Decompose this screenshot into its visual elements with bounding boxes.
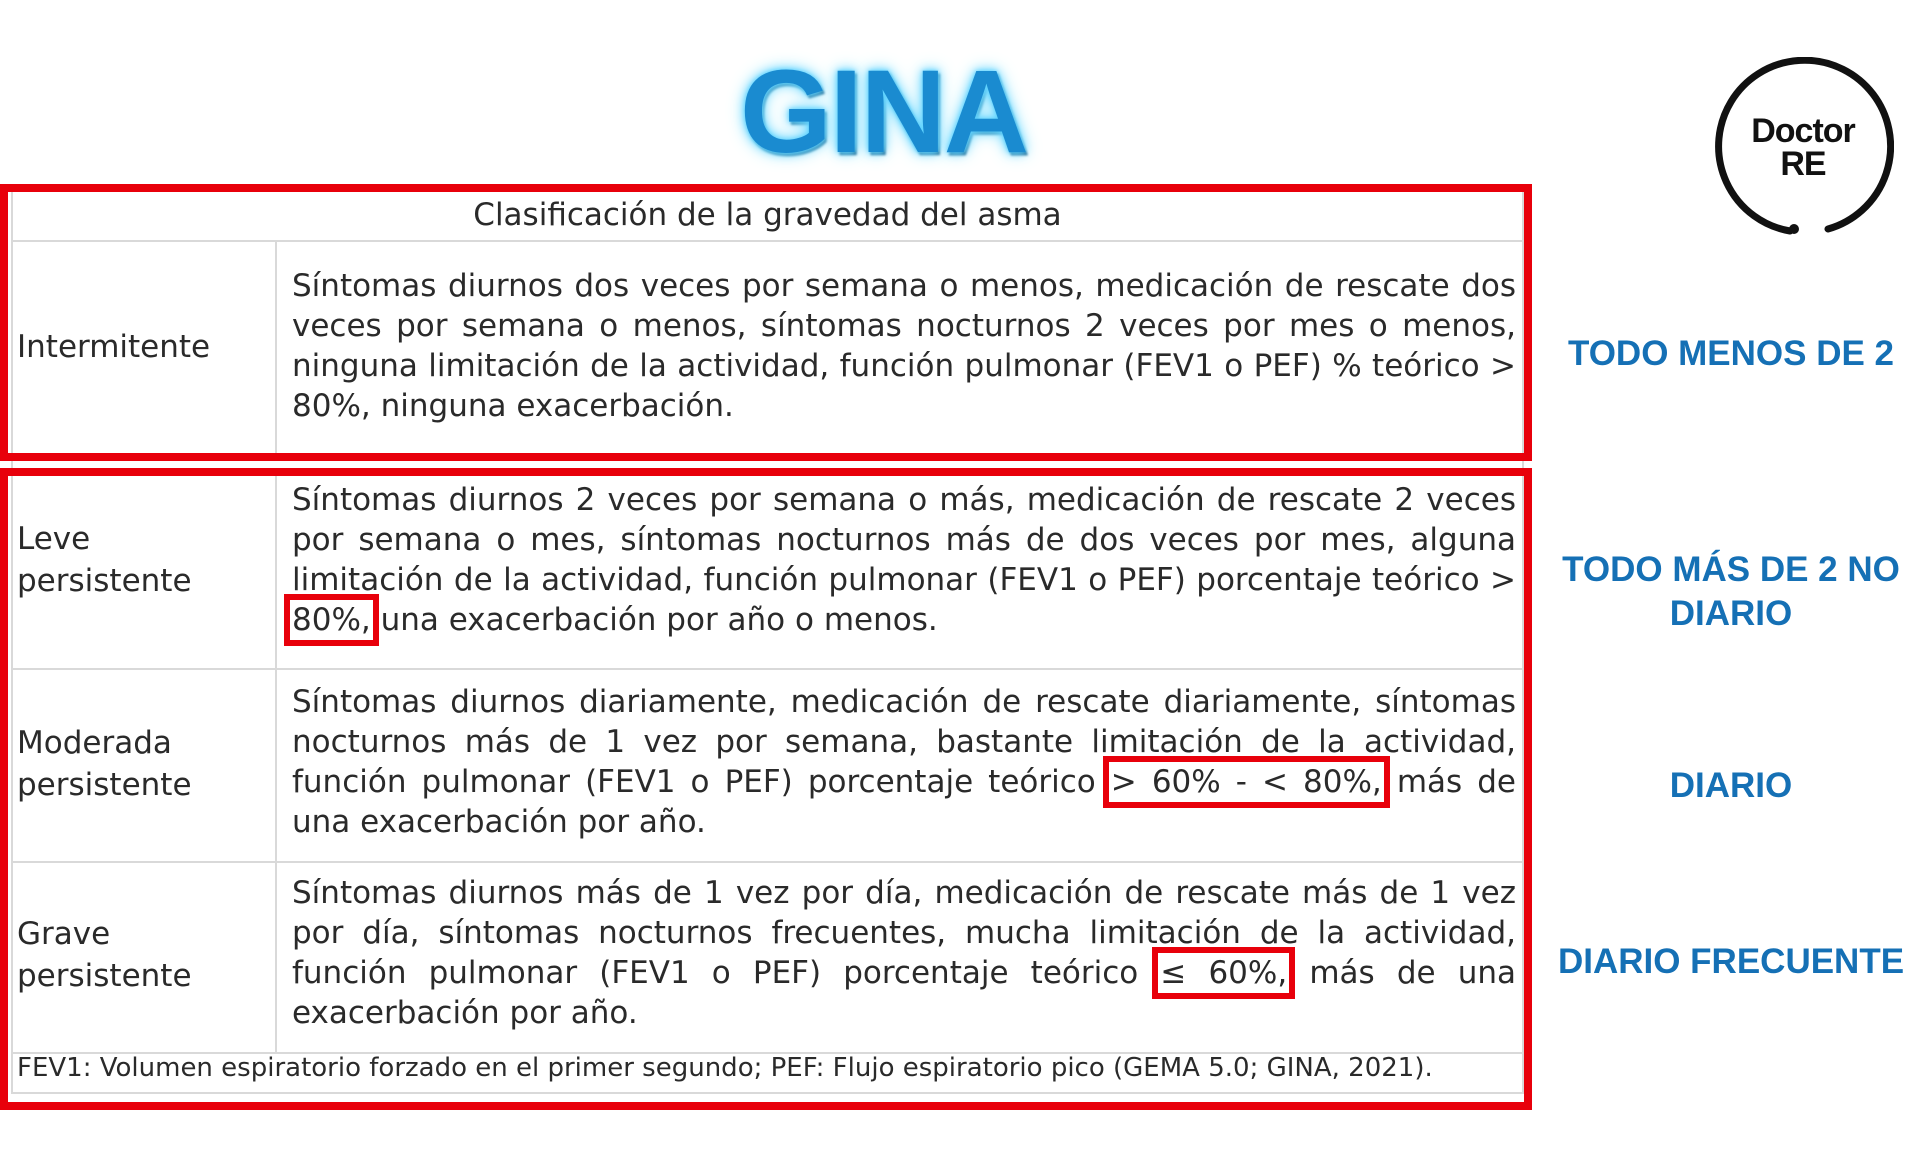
highlighted-value: > 60% - < 80%,	[1110, 764, 1382, 800]
row-label-grave: Grave persistente	[17, 916, 192, 994]
annotation-todo-mas-de-2: TODO MÁS DE 2 NO DIARIO	[1562, 550, 1900, 633]
row-label-moderada: Moderada persistente	[17, 725, 192, 803]
table-footnote: FEV1: Volumen espiratorio forzado en el primer segundo; PEF: Flujo espiratorio pico (GEMA 5.0; GINA, 2021).	[17, 1053, 1433, 1083]
description-text: más de una exacerbación por año.	[292, 955, 1516, 1031]
annotation-diario: DIARIO	[1669, 766, 1793, 805]
row-description-intermitente: Síntomas diurnos dos veces por semana o menos, medicación de rescate dos veces por semana o menos, síntomas nocturnos 2 veces por mes o menos, ninguna limitación de la actividad, función pulmonar (FEV1 o PEF) % teórico > 80%, ninguna exacerbación.	[292, 268, 1516, 424]
group-box-intermitente	[0, 184, 1532, 461]
description-text: más de una exacerbación por año.	[292, 764, 1516, 840]
row-label-leve: Leve persistente	[17, 521, 192, 599]
description-text: Síntomas diurnos más de 1 vez por día, medicación de rescate más de 1 vez por día, síntomas nocturnos frecuentes, mucha limitación de la actividad, función pulmonar (FEV1 o PEF) porcentaje teórico	[292, 875, 1516, 991]
highlighted-value: ≤ 60%,	[1160, 955, 1288, 991]
group-box-persistente	[0, 468, 1532, 1110]
table-caption: Clasificación de la gravedad del asma	[473, 197, 1062, 233]
annotation-todo-menos-de-2: TODO MENOS DE 2	[1567, 334, 1895, 373]
description-text: una exacerbación por año o menos.	[370, 602, 938, 638]
logo	[1712, 112, 1894, 183]
highlighted-value: 80%,	[292, 602, 371, 638]
description-text: Síntomas diurnos 2 veces por semana o más, medicación de rescate 2 veces por semana o mes, síntomas nocturnos más de dos veces por mes, alguna limitación de la actividad, función pulmonar (FEV1 o PEF) porcentaje teórico >	[292, 482, 1516, 598]
page-title: GINA	[740, 46, 1027, 178]
logo-text-line2: RE	[1780, 145, 1826, 183]
description-text: Síntomas diurnos diariamente, medicación de rescate diariamente, síntomas nocturnos más de 1 vez por semana, bastante limitación de la actividad, función pulmonar (FEV1 o PEF) porcentaje teórico	[292, 684, 1516, 800]
row-label-intermitente: Intermitente	[17, 329, 211, 365]
logo-text-line1: Doctor	[1751, 112, 1855, 150]
annotation-diario-frecuente: DIARIO FRECUENTE	[1557, 942, 1905, 981]
